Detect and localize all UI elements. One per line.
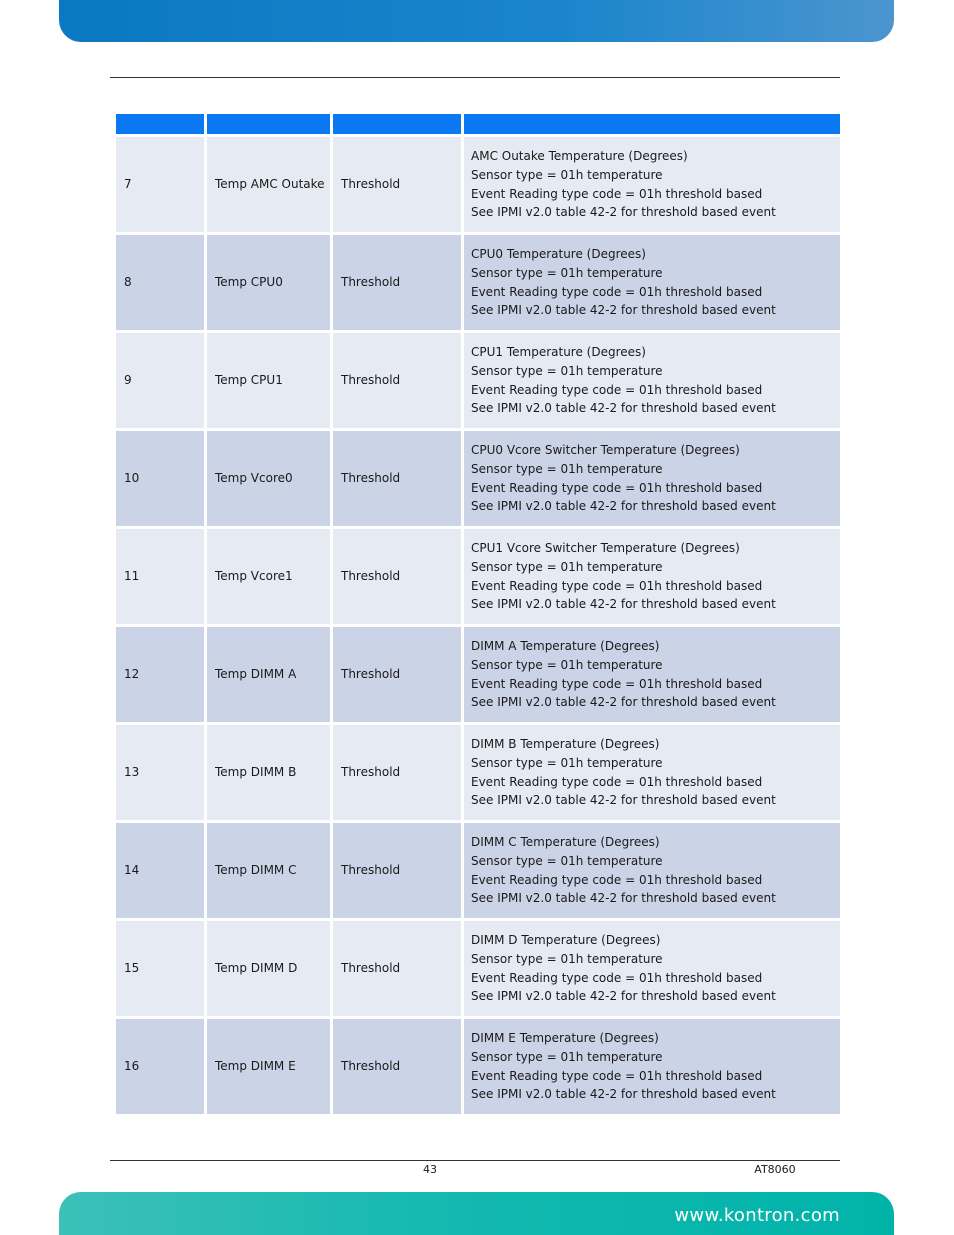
footer-rule	[110, 1160, 840, 1161]
sensor-name-cell: Temp DIMM D	[207, 921, 333, 1019]
description-line: Sensor type = 01h temperature	[471, 755, 663, 770]
top-banner	[59, 0, 894, 42]
sensor-type-cell: Threshold	[333, 431, 464, 529]
sensor-type-cell: Threshold	[333, 627, 464, 725]
sensor-description-cell	[464, 823, 840, 921]
sensor-type-cell: Threshold	[333, 921, 464, 1019]
description-line: See IPMI v2.0 table 42-2 for threshold based event	[471, 401, 776, 416]
description-line: See IPMI v2.0 table 42-2 for threshold based event	[471, 1087, 776, 1102]
description-line: See IPMI v2.0 table 42-2 for threshold based event	[471, 989, 776, 1004]
description-line: DIMM C Temperature (Degrees)	[471, 835, 660, 850]
description-line: See IPMI v2.0 table 42-2 for threshold based event	[471, 695, 776, 710]
table-row	[116, 823, 840, 921]
sensor-description-cell	[464, 137, 840, 235]
sensor-number-cell: 9	[116, 333, 207, 431]
description-line: Event Reading type code = 01h threshold based	[471, 774, 763, 789]
description-line: See IPMI v2.0 table 42-2 for threshold based event	[471, 303, 776, 318]
sensor-type-cell: Threshold	[333, 529, 464, 627]
sensor-name-cell: Temp DIMM B	[207, 725, 333, 823]
table-header-row	[116, 114, 840, 137]
website-link[interactable]: www.kontron.com	[674, 1205, 840, 1226]
description-line: CPU0 Vcore Switcher Temperature (Degrees)	[471, 443, 740, 458]
sensor-name-cell: Temp AMC Outake	[207, 137, 333, 235]
description-line: CPU1 Temperature (Degrees)	[471, 345, 646, 360]
sensor-type-cell: Threshold	[333, 1019, 464, 1117]
sensor-type-cell: Threshold	[333, 333, 464, 431]
sensor-number-cell: 16	[116, 1019, 207, 1117]
header-rule	[110, 77, 840, 78]
description-line: Sensor type = 01h temperature	[471, 265, 663, 280]
description-line: Event Reading type code = 01h threshold based	[471, 676, 763, 691]
table-row	[116, 137, 840, 235]
description-line: Event Reading type code = 01h threshold based	[471, 480, 763, 495]
sensor-number-cell: 8	[116, 235, 207, 333]
description-line: See IPMI v2.0 table 42-2 for threshold based event	[471, 597, 776, 612]
sensor-name-cell: Temp DIMM A	[207, 627, 333, 725]
description-line: DIMM E Temperature (Degrees)	[471, 1031, 659, 1046]
table-row	[116, 725, 840, 823]
description-line: CPU0 Temperature (Degrees)	[471, 247, 646, 262]
table-row	[116, 235, 840, 333]
table-row	[116, 333, 840, 431]
description-line: Event Reading type code = 01h threshold based	[471, 1068, 763, 1083]
sensor-description-cell	[464, 431, 840, 529]
header-cell-name	[207, 114, 333, 137]
description-line: DIMM D Temperature (Degrees)	[471, 933, 661, 948]
description-line: Sensor type = 01h temperature	[471, 853, 663, 868]
sensor-name-cell: Temp Vcore0	[207, 431, 333, 529]
description-line: Event Reading type code = 01h threshold based	[471, 578, 763, 593]
description-line: AMC Outake Temperature (Degrees)	[471, 149, 688, 164]
table-row	[116, 921, 840, 1019]
document-id: AT8060	[754, 1163, 796, 1176]
description-line: Sensor type = 01h temperature	[471, 559, 663, 574]
sensor-table	[116, 114, 840, 1117]
description-line: Sensor type = 01h temperature	[471, 951, 663, 966]
description-line: DIMM A Temperature (Degrees)	[471, 639, 660, 654]
header-cell-description	[464, 114, 840, 137]
description-line: Sensor type = 01h temperature	[471, 363, 663, 378]
sensor-number-cell: 13	[116, 725, 207, 823]
description-line: Sensor type = 01h temperature	[471, 167, 663, 182]
description-line: Event Reading type code = 01h threshold based	[471, 284, 763, 299]
description-line: Event Reading type code = 01h threshold based	[471, 872, 763, 887]
sensor-description-cell	[464, 529, 840, 627]
table-row	[116, 431, 840, 529]
sensor-number-cell: 14	[116, 823, 207, 921]
description-line: Sensor type = 01h temperature	[471, 657, 663, 672]
sensor-name-cell: Temp DIMM C	[207, 823, 333, 921]
sensor-type-cell: Threshold	[333, 235, 464, 333]
sensor-type-cell: Threshold	[333, 725, 464, 823]
description-line: CPU1 Vcore Switcher Temperature (Degrees)	[471, 541, 740, 556]
page-number: 43	[423, 1163, 437, 1176]
sensor-description-cell	[464, 921, 840, 1019]
description-line: Event Reading type code = 01h threshold based	[471, 970, 763, 985]
sensor-name-cell: Temp Vcore1	[207, 529, 333, 627]
table-row	[116, 529, 840, 627]
sensor-description-cell	[464, 725, 840, 823]
sensor-type-cell: Threshold	[333, 137, 464, 235]
sensor-name-cell: Temp CPU0	[207, 235, 333, 333]
description-line: See IPMI v2.0 table 42-2 for threshold based event	[471, 499, 776, 514]
sensor-number-cell: 7	[116, 137, 207, 235]
table-row	[116, 627, 840, 725]
description-line: Sensor type = 01h temperature	[471, 461, 663, 476]
table-row	[116, 1019, 840, 1117]
description-line: Sensor type = 01h temperature	[471, 1049, 663, 1064]
sensor-number-cell: 11	[116, 529, 207, 627]
header-cell-number	[116, 114, 207, 137]
description-line: DIMM B Temperature (Degrees)	[471, 737, 660, 752]
description-line: Event Reading type code = 01h threshold based	[471, 186, 763, 201]
sensor-type-cell: Threshold	[333, 823, 464, 921]
sensor-number-cell: 12	[116, 627, 207, 725]
bottom-banner	[59, 1192, 894, 1235]
sensor-name-cell: Temp DIMM E	[207, 1019, 333, 1117]
sensor-number-cell: 10	[116, 431, 207, 529]
header-cell-type	[333, 114, 464, 137]
sensor-description-cell	[464, 627, 840, 725]
description-line: See IPMI v2.0 table 42-2 for threshold based event	[471, 891, 776, 906]
description-line: See IPMI v2.0 table 42-2 for threshold based event	[471, 793, 776, 808]
sensor-description-cell	[464, 235, 840, 333]
description-line: See IPMI v2.0 table 42-2 for threshold based event	[471, 205, 776, 220]
sensor-number-cell: 15	[116, 921, 207, 1019]
sensor-name-cell: Temp CPU1	[207, 333, 333, 431]
sensor-description-cell	[464, 1019, 840, 1117]
description-line: Event Reading type code = 01h threshold based	[471, 382, 763, 397]
sensor-description-cell	[464, 333, 840, 431]
